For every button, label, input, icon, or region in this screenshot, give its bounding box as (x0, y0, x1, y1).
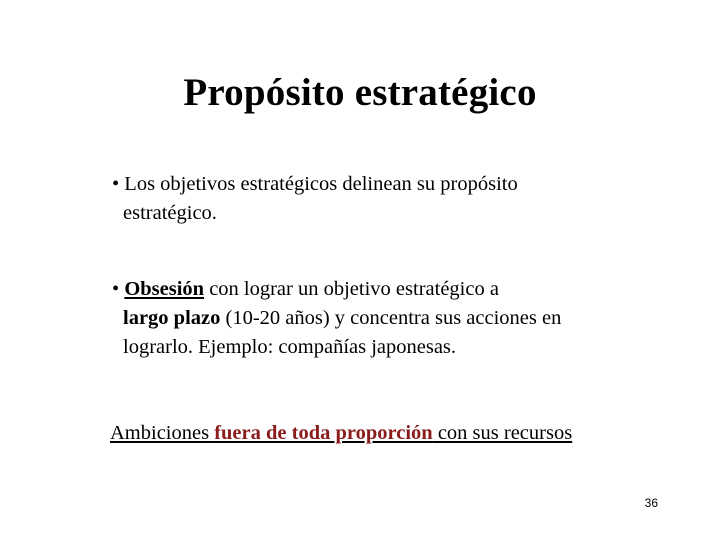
ambition-highlight: fuera de toda proporción (214, 422, 433, 444)
obsesion-term: Obsesión (124, 278, 205, 300)
bullet-obsession-line3: lograrlo. Ejemplo: compañías japonesas. (123, 336, 457, 358)
ambition-part2: con sus recursos (432, 422, 573, 444)
ambition-part1: Ambiciones (110, 422, 215, 444)
bullet-objectives (112, 170, 632, 228)
ambition-statement (110, 422, 572, 445)
bullet-obsession-line2-rest: (10-20 años) y concentra sus acciones en (220, 307, 562, 329)
largo-plazo-term: largo plazo (123, 307, 221, 329)
slide-title: Propósito estratégico (183, 71, 537, 114)
page-number: 36 (644, 496, 658, 510)
bullet-objectives-line2: estratégico. (123, 202, 217, 224)
bullet-objectives-line1: • Los objetivos estratégicos delinean su propósito (112, 173, 518, 195)
bullet-obsession-line2 (112, 304, 672, 333)
bullet-obsession (112, 275, 672, 362)
bullet-mark: • (112, 278, 125, 300)
bullet-obsession-line1-rest: con lograr un objetivo estratégico a (204, 278, 499, 300)
